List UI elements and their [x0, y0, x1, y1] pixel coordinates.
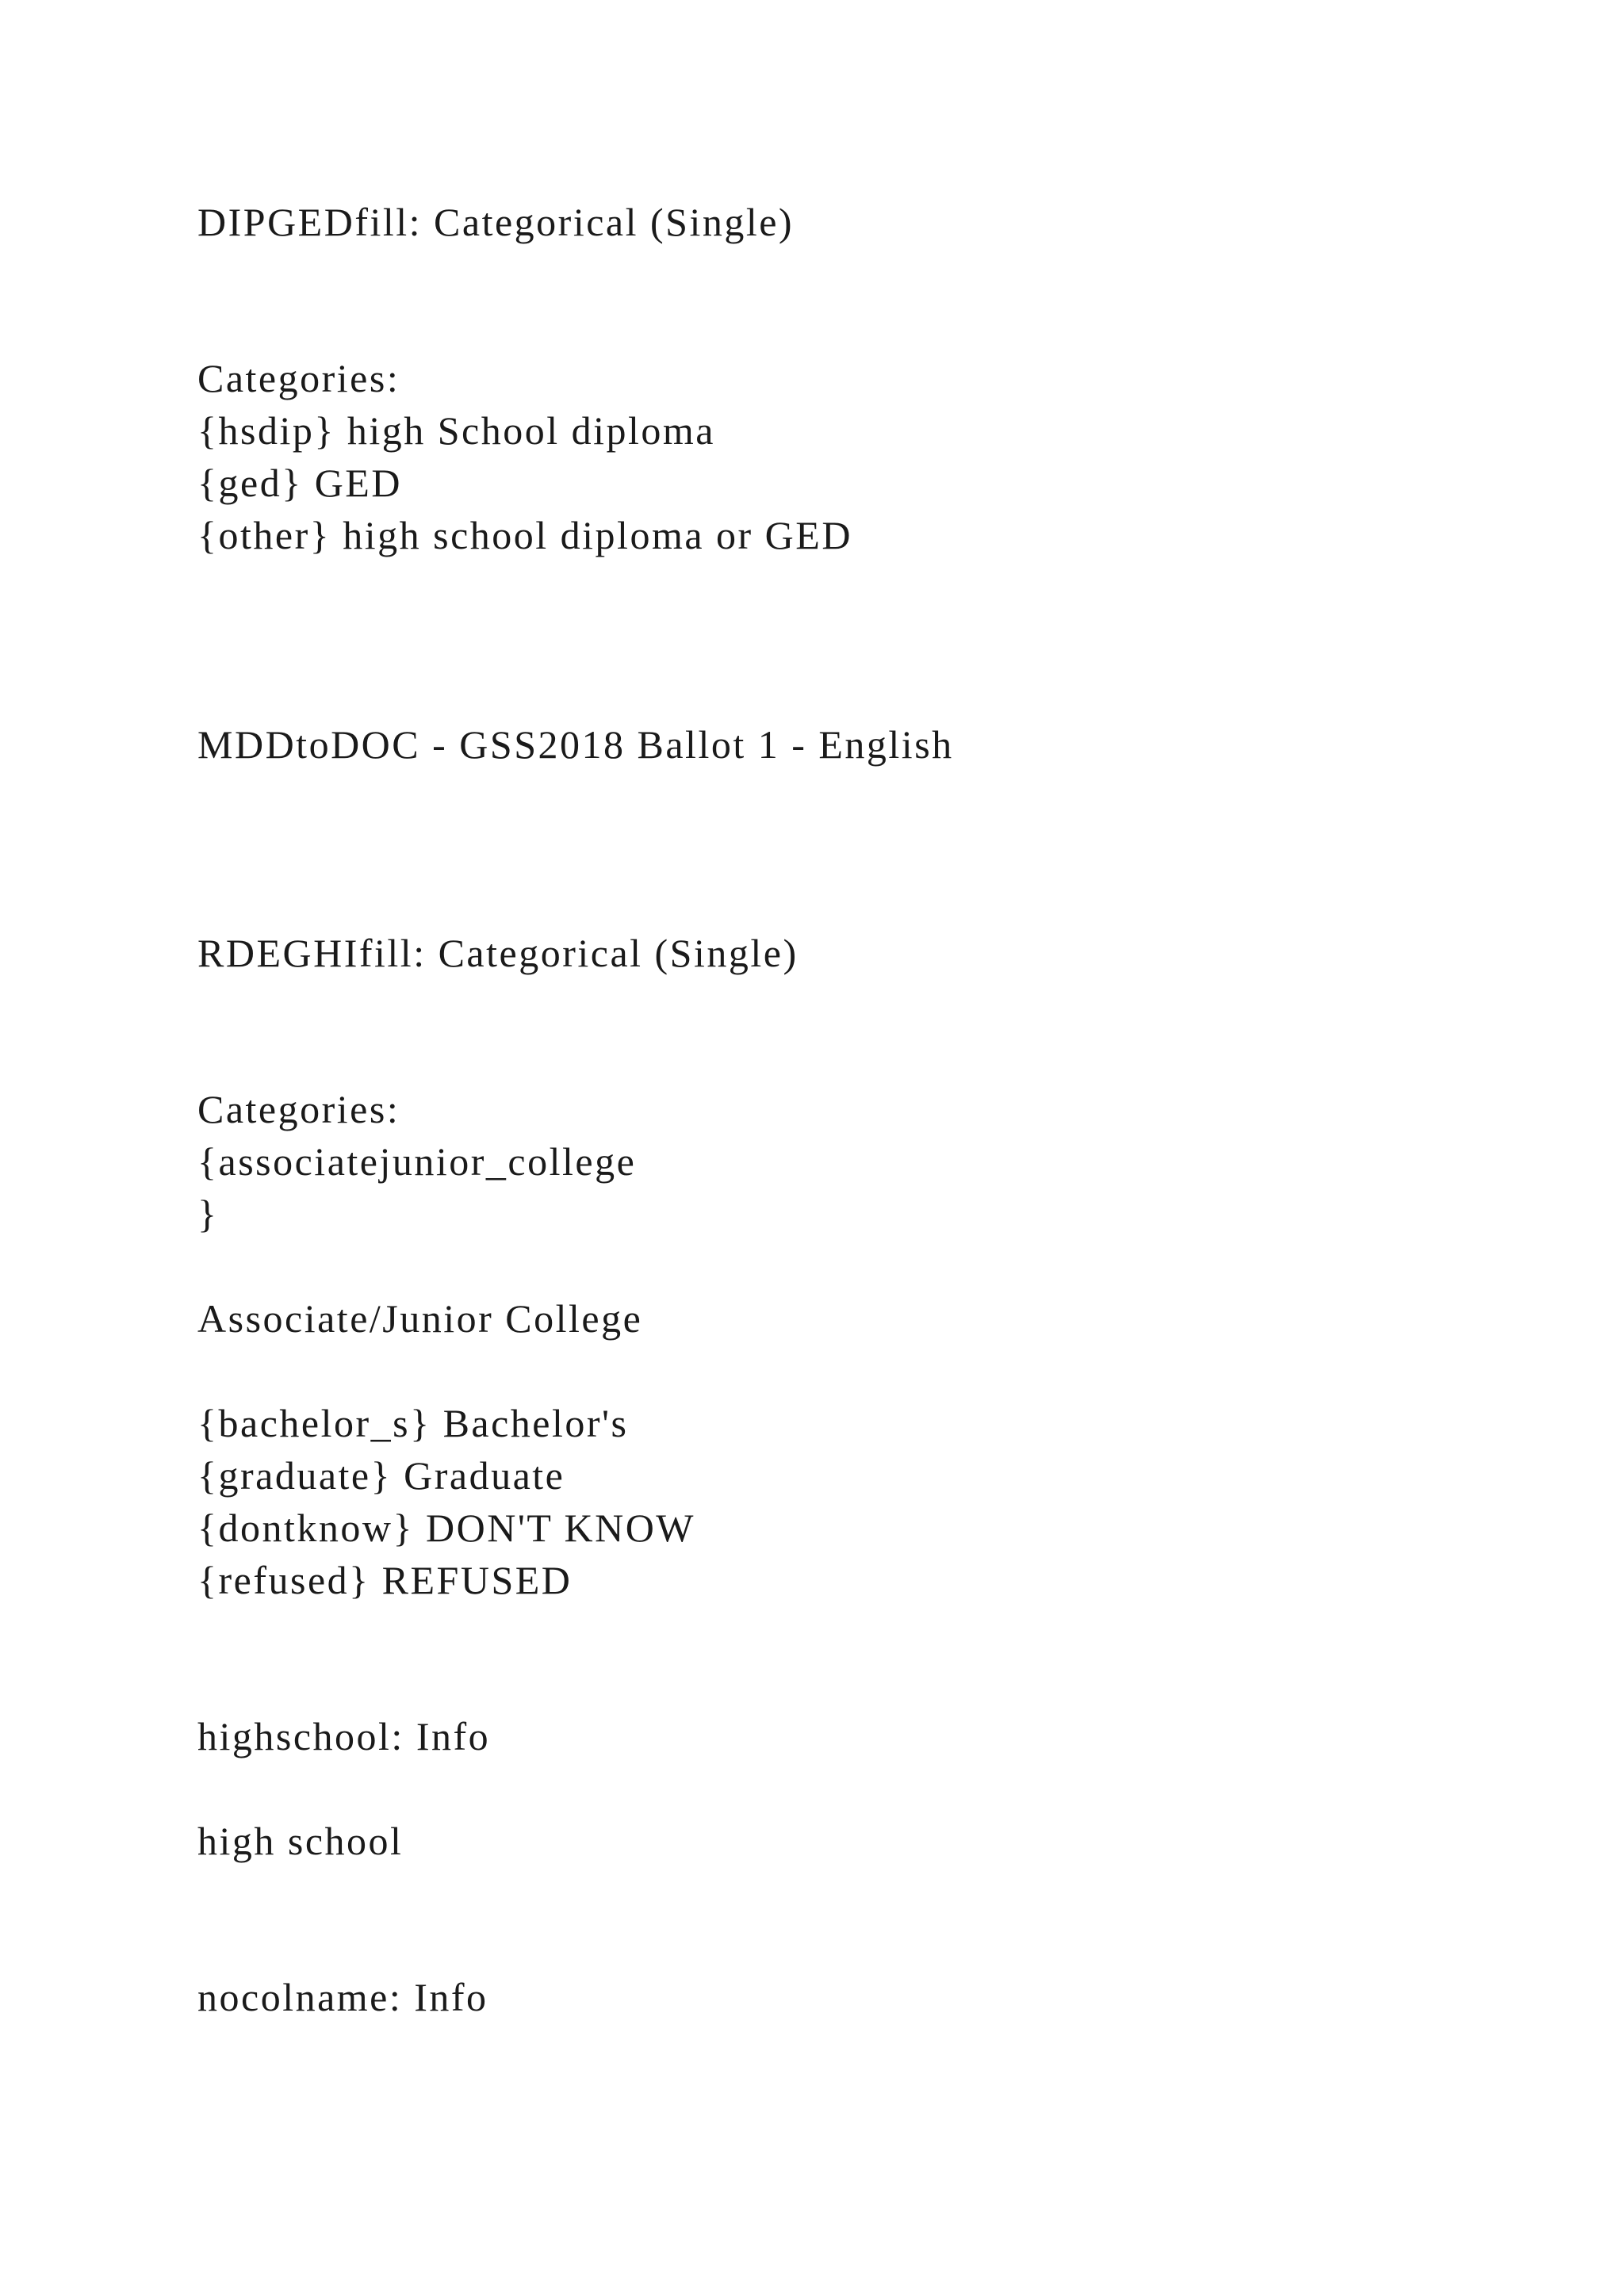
rdeghi-category-item: {refused} REFUSED: [197, 1558, 573, 1602]
highschool-text: high school: [197, 1819, 404, 1863]
rdeghi-category-item: {dontknow} DON'T KNOW: [197, 1506, 695, 1550]
rdeghi-associate-label: Associate/Junior College: [197, 1296, 643, 1341]
dipged-category-item: {ged} GED: [197, 461, 402, 505]
rdeghi-category-item: {bachelor_s} Bachelor's: [197, 1401, 629, 1445]
dipged-categories-label: Categories:: [197, 356, 400, 400]
dipged-category-item: {other} high school diploma or GED: [197, 513, 852, 557]
rdeghi-category-code: {associatejunior_college: [197, 1139, 637, 1184]
mdd-page-header: MDDtoDOC - GSS2018 Ballot 1 - English: [197, 722, 954, 767]
nocolname-heading: nocolname: Info: [197, 1975, 488, 2019]
rdeghi-heading: RDEGHIfill: Categorical (Single): [197, 931, 799, 975]
rdeghi-categories-label: Categories:: [197, 1087, 400, 1131]
highschool-heading: highschool: Info: [197, 1714, 491, 1758]
dipged-heading: DIPGEDfill: Categorical (Single): [197, 200, 795, 244]
dipged-category-item: {hsdip} high School diploma: [197, 408, 715, 453]
rdeghi-category-code-close: }: [197, 1192, 219, 1236]
rdeghi-category-item: {graduate} Graduate: [197, 1453, 565, 1498]
